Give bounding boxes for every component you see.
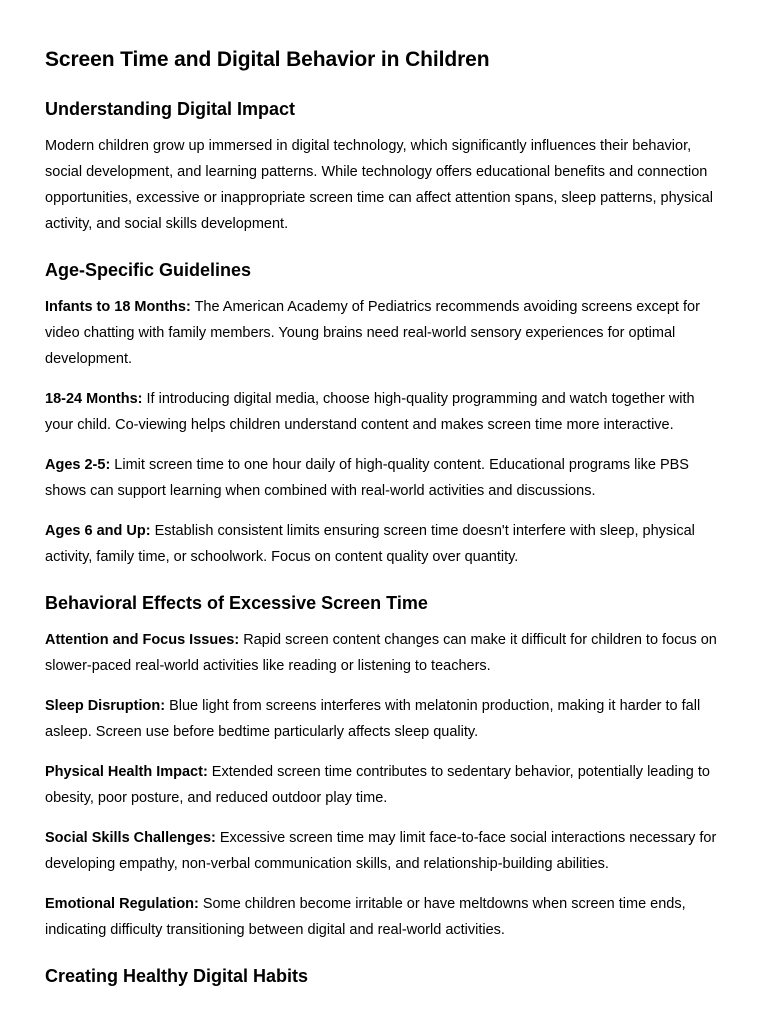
effect-label: Social Skills Challenges: <box>45 830 216 846</box>
effect-emotional-regulation <box>45 891 723 943</box>
intro-paragraph: Modern children grow up immersed in digital technology, which significantly influences their behavior, social development, and learning patterns. While technology offers educational benefits and connection opportunities, excessive or inappropriate screen time can affect attention spans, sleep patterns, physical activity, and social skills development. <box>45 138 713 232</box>
effect-label: Physical Health Impact: <box>45 764 208 780</box>
effect-attention <box>45 627 723 679</box>
section-heading-understanding-digital-impact: Understanding Digital Impact <box>45 99 296 119</box>
guideline-text: The American Academy of Pediatrics recommends avoiding screens except for video chatting with family members. Young brains need real-world sensory experiences for optimal development. <box>45 299 700 367</box>
guideline-18-24-months <box>45 386 723 438</box>
section-heading-behavioral-effects: Behavioral Effects of Excessive Screen Time <box>45 593 428 613</box>
effect-physical-health <box>45 759 723 811</box>
effect-text: Extended screen time contributes to sedentary behavior, potentially leading to obesity, poor posture, and reduced outdoor play time. <box>45 764 710 806</box>
guideline-ages-2-5 <box>45 452 723 504</box>
effect-text: Excessive screen time may limit face-to-face social interactions necessary for developing empathy, non-verbal communication skills, and relationship-building abilities. <box>45 830 717 872</box>
effect-label: Attention and Focus Issues: <box>45 632 240 648</box>
page-title: Screen Time and Digital Behavior in Children <box>45 48 490 71</box>
effect-text: Rapid screen content changes can make it difficult for children to focus on slower-paced real-world activities like reading or listening to teachers. <box>45 632 717 674</box>
section-heading-healthy-digital-habits: Creating Healthy Digital Habits <box>45 966 309 986</box>
guideline-label: Ages 6 and Up: <box>45 523 151 539</box>
guideline-text: Limit screen time to one hour daily of high-quality content. Educational programs like PBS shows can support learning when combined with real-world activities and discussions. <box>45 457 689 499</box>
guideline-text: If introducing digital media, choose high-quality programming and watch together with your child. Co-viewing helps children understand content and makes screen time more interactive. <box>45 391 695 433</box>
effect-label: Sleep Disruption: <box>45 698 166 714</box>
effect-text: Some children become irritable or have meltdowns when screen time ends, indicating difficulty transitioning between digital and real-world activities. <box>45 896 686 938</box>
effect-text: Blue light from screens interferes with melatonin production, making it harder to fall asleep. Screen use before bedtime particularly affects sleep quality. <box>45 698 701 740</box>
guideline-label: 18-24 Months: <box>45 391 143 407</box>
effect-sleep <box>45 693 723 745</box>
section-heading-age-specific-guidelines: Age-Specific Guidelines <box>45 260 252 280</box>
guideline-infants <box>45 294 723 372</box>
guideline-label: Ages 2-5: <box>45 457 111 473</box>
effect-label: Emotional Regulation: <box>45 896 199 912</box>
effect-social-skills <box>45 825 723 877</box>
guideline-label: Infants to 18 Months: <box>45 299 191 315</box>
guideline-text: Establish consistent limits ensuring screen time doesn't interfere with sleep, physical activity, family time, or schoolwork. Focus on content quality over quantity. <box>45 523 695 565</box>
guideline-ages-6-up <box>45 518 723 570</box>
